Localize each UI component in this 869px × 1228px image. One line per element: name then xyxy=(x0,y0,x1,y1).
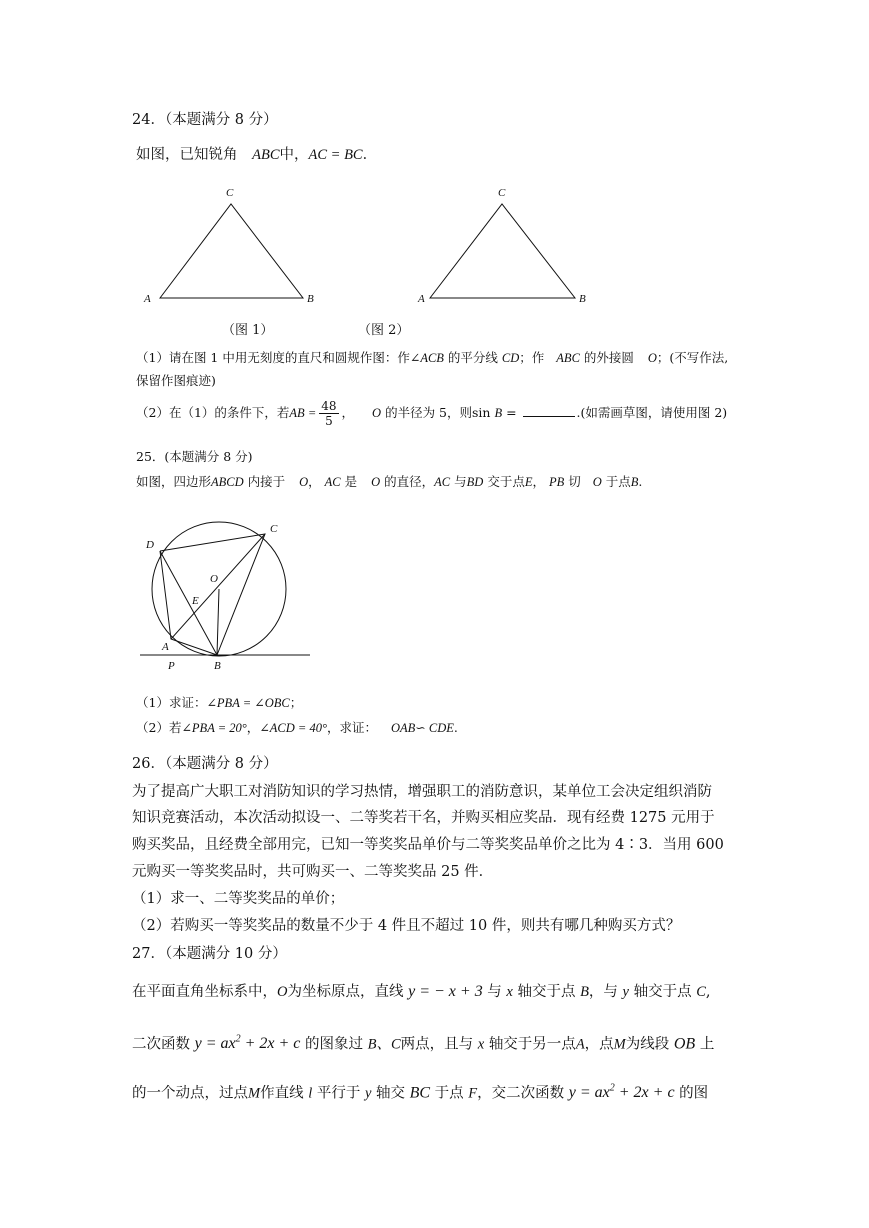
q26-part1: （1）求一、二等奖奖品的单价； xyxy=(132,891,345,907)
q25-label-a: A xyxy=(162,641,169,653)
q27-line-1 xyxy=(132,982,710,1002)
q25-label-d: D xyxy=(146,539,154,551)
q27-l1-equation: y = − x + 3 xyxy=(408,983,483,1000)
q25-part2-end: . xyxy=(453,720,458,735)
q25-part2-eq1: ∠PBA = 20° xyxy=(181,721,247,735)
q27-l2-ob: OB xyxy=(673,1035,696,1053)
q25-part2-comma: ， xyxy=(246,720,260,735)
q25-intro-pb: PB xyxy=(548,475,565,489)
q24-figure-2 xyxy=(410,182,600,312)
q25-label-b: B xyxy=(214,660,221,672)
q24-part1-text: （1）请在图 1 中用无刻度的直尺和圆规作图：作∠ xyxy=(136,350,421,365)
q26-line-1: 为了提高广大职工对消防知识的学习热情，增强职工的消防意识，某单位工会决定组织消防 xyxy=(132,784,712,800)
q25-part1-equation: ∠PBA = ∠OBC xyxy=(206,696,290,710)
q24-part1-triangle: ABC xyxy=(556,351,580,365)
q27-l2-eq-part-b: + 2x + c xyxy=(244,1035,301,1053)
q24-part2-b: B xyxy=(494,406,503,420)
q27-l2-text-6: 为线段 xyxy=(625,1036,670,1053)
q27-l2-end: 上 xyxy=(699,1036,715,1053)
q27-l1-c: C xyxy=(696,984,706,1000)
q27-l1-text-4: 轴交于点 xyxy=(517,984,576,1000)
q25-part2-text-2: ，求证： xyxy=(326,720,377,735)
q27-l1-text-5: ，与 xyxy=(588,984,618,1000)
q24-intro-end: ． xyxy=(362,147,378,163)
q27-l3-text-3: 平行于 xyxy=(316,1085,361,1102)
fraction-numerator: 48 xyxy=(321,399,337,413)
q27-l1-text: 在平面直角坐标系中， xyxy=(132,984,277,1000)
q24-part1-angle: ACB xyxy=(420,351,444,365)
q25-intro-e: E xyxy=(524,475,533,489)
q25-figure xyxy=(138,508,318,673)
q27-l2-text-3: 两点，且与 xyxy=(400,1036,474,1053)
q27-l3-text: 的一个动点，过点 xyxy=(132,1085,248,1102)
q24-part1-cd: CD xyxy=(501,351,520,365)
q25-part2-similar: OAB∽ CDE xyxy=(390,721,454,735)
q26-line-3: 购买奖品，且经费全部用完，已知一等奖奖品单价与二等奖奖品单价之比为 4∶3．当用 600 xyxy=(132,837,724,853)
q24-part1-line2: 保留作图痕迹) xyxy=(136,373,216,388)
q25-intro-text-3: 是 xyxy=(344,474,358,489)
q24-part1 xyxy=(136,348,728,368)
q24-intro xyxy=(136,145,377,165)
q24-intro-equation: AC = BC xyxy=(308,147,363,163)
q25-intro-quad: ABCD xyxy=(211,475,244,489)
q27-l2-text: 二次函数 xyxy=(132,1036,190,1053)
q24-part2-o: O xyxy=(372,406,382,420)
q27-l3-m: M xyxy=(248,1085,261,1102)
q27-l3-text-5: 于点 xyxy=(434,1085,464,1102)
q27-l2-exponent: 2 xyxy=(235,1034,241,1045)
q27-l1-text-2: 为坐标原点，直线 xyxy=(287,984,404,1000)
q27-l1-text-6: 轴交于点 xyxy=(633,984,692,1000)
answer-blank[interactable] xyxy=(523,404,575,417)
q25-intro-o3: O xyxy=(592,475,602,489)
q25-intro-bd: BD xyxy=(466,475,484,489)
q27-header: 27．（本题满分 10 分） xyxy=(132,946,287,962)
q27-l3-text-2: 作直线 xyxy=(260,1085,304,1102)
q24-part2-text: （2）在（1）的条件下，若 xyxy=(136,405,290,420)
q25-part1 xyxy=(136,693,302,713)
q27-l1-end: , xyxy=(705,984,711,1000)
q27-l1-x: x xyxy=(506,984,513,1000)
fig2-label-c: C xyxy=(498,187,506,199)
q25-intro-comma: ， xyxy=(308,474,321,489)
q27-line-3 xyxy=(132,1079,708,1103)
q25-intro-ac: AC xyxy=(324,475,341,489)
q24-intro-text-2: 中， xyxy=(279,147,309,163)
q27-l2-m: M xyxy=(613,1036,626,1053)
q24-intro-triangle: ABC xyxy=(252,147,280,163)
fig1-caption: （图 1） xyxy=(222,323,274,338)
q24-part1-text-4: 的外接圆 xyxy=(583,350,634,365)
q25-header: 25．(本题满分 8 分) xyxy=(136,449,253,464)
q25-part2-text: （2）若 xyxy=(136,720,182,735)
q25-intro-o1: O xyxy=(299,475,309,489)
q25-part1-end: ； xyxy=(289,695,303,710)
q24-part2-ab: AB = xyxy=(289,406,317,420)
q27-l1-text-3: 与 xyxy=(487,984,502,1000)
q27-l2-text-5: ，点 xyxy=(584,1036,614,1053)
q25-label-o: O xyxy=(210,573,218,585)
q25-intro-comma-2: ， xyxy=(532,474,545,489)
q26-part2: （2）若购买一等奖奖品的数量不少于 4 件且不超过 10 件，则共有哪几种购买方式？ xyxy=(132,918,681,934)
fig1-label-b: B xyxy=(307,293,314,305)
q24-part2-fraction xyxy=(319,399,338,428)
q27-l2-x: x xyxy=(477,1036,485,1053)
q27-l2-equation xyxy=(195,1035,301,1052)
q25-intro-text-6: 交于点 xyxy=(487,474,525,489)
q25-intro xyxy=(136,472,642,492)
q26-header: 26．（本题满分 8 分） xyxy=(132,756,278,772)
q24-part2-text-3: .(如需画草图，请使用图 2) xyxy=(576,405,728,420)
q25-intro-end: . xyxy=(638,474,643,489)
q24-intro-text: 如图，已知锐角 xyxy=(136,147,238,163)
q26-line-4: 元购买一等奖奖品时，共可购买一、二等奖奖品 25 件． xyxy=(132,864,494,880)
q25-intro-text-8: 于点 xyxy=(605,474,631,489)
q24-part1-o: O xyxy=(647,351,657,365)
q27-l3-f: F xyxy=(468,1085,478,1102)
q27-l3-end: 的图 xyxy=(679,1085,709,1102)
q25-part2-eq2: ∠ACD = 40° xyxy=(259,721,327,735)
q25-intro-text-2: 内接于 xyxy=(247,474,286,489)
fig2-caption: （图 2） xyxy=(358,323,410,338)
q25-part2 xyxy=(136,718,458,738)
q27-l3-text-4: 轴交 xyxy=(376,1085,405,1102)
q27-l3-text-6: ，交二次函数 xyxy=(477,1085,565,1102)
q24-part2 xyxy=(136,398,727,428)
q24-part2-comma: ， xyxy=(341,405,355,420)
q25-intro-text-7: 切 xyxy=(568,474,581,489)
q27-l3-l: l xyxy=(308,1085,313,1102)
fig1-label-c: C xyxy=(226,187,234,199)
q24-figure-1 xyxy=(138,182,328,312)
q27-l3-bc: BC xyxy=(409,1084,431,1102)
q27-l2-text-4: 轴交于另一点 xyxy=(488,1036,576,1053)
q27-l2-bc: B、C xyxy=(367,1036,401,1053)
q25-label-p: P xyxy=(168,660,175,672)
q27-l3-eq-part-b: + 2x + c xyxy=(618,1084,675,1102)
q25-intro-ac2: AC xyxy=(434,475,451,489)
q25-intro-text: 如图，四边形 xyxy=(136,474,212,489)
q24-part1-text-5: ；(不写作法, xyxy=(656,350,729,365)
q27-l1-o: O xyxy=(277,984,288,1000)
q24-part1-text-2: 的平分线 xyxy=(447,350,498,365)
q27-l3-exponent: 2 xyxy=(609,1083,615,1094)
q26-line-2: 知识竞赛活动，本次活动拟设一、二等奖若干名，并购买相应奖品．现有经费 1275 元用于 xyxy=(132,810,715,826)
q25-label-c: C xyxy=(270,523,278,535)
q27-l1-y: y xyxy=(622,984,629,1000)
q24-part2-equals: = xyxy=(506,405,517,420)
q25-intro-o2: O xyxy=(371,475,381,489)
q27-l2-text-2: 的图象过 xyxy=(305,1036,364,1053)
q25-intro-b: B xyxy=(630,475,639,489)
fig2-label-a: A xyxy=(418,293,425,305)
q27-l3-y: y xyxy=(364,1085,372,1102)
q25-label-e: E xyxy=(192,595,199,607)
q27-l3-equation xyxy=(569,1084,675,1101)
fraction-denominator: 5 xyxy=(325,414,333,428)
q25-intro-text-5: 与 xyxy=(454,474,467,489)
q24-part2-text-2: 的半径为 5，则sin xyxy=(385,405,491,420)
q27-l3-eq-part-a: y = ax xyxy=(568,1084,610,1102)
q27-l2-eq-part-a: y = ax xyxy=(194,1035,236,1053)
q24-header: 24．（本题满分 8 分） xyxy=(132,112,278,128)
fig2-label-b: B xyxy=(579,293,586,305)
q27-l2-a: A xyxy=(575,1036,585,1053)
fig1-label-a: A xyxy=(144,293,151,305)
q27-l1-b: B xyxy=(580,984,589,1000)
q25-part1-text: （1）求证： xyxy=(136,695,207,710)
q27-line-2 xyxy=(132,1030,714,1054)
q25-intro-text-4: 的直径， xyxy=(384,474,435,489)
q24-part1-text-3: ；作 xyxy=(519,350,545,365)
